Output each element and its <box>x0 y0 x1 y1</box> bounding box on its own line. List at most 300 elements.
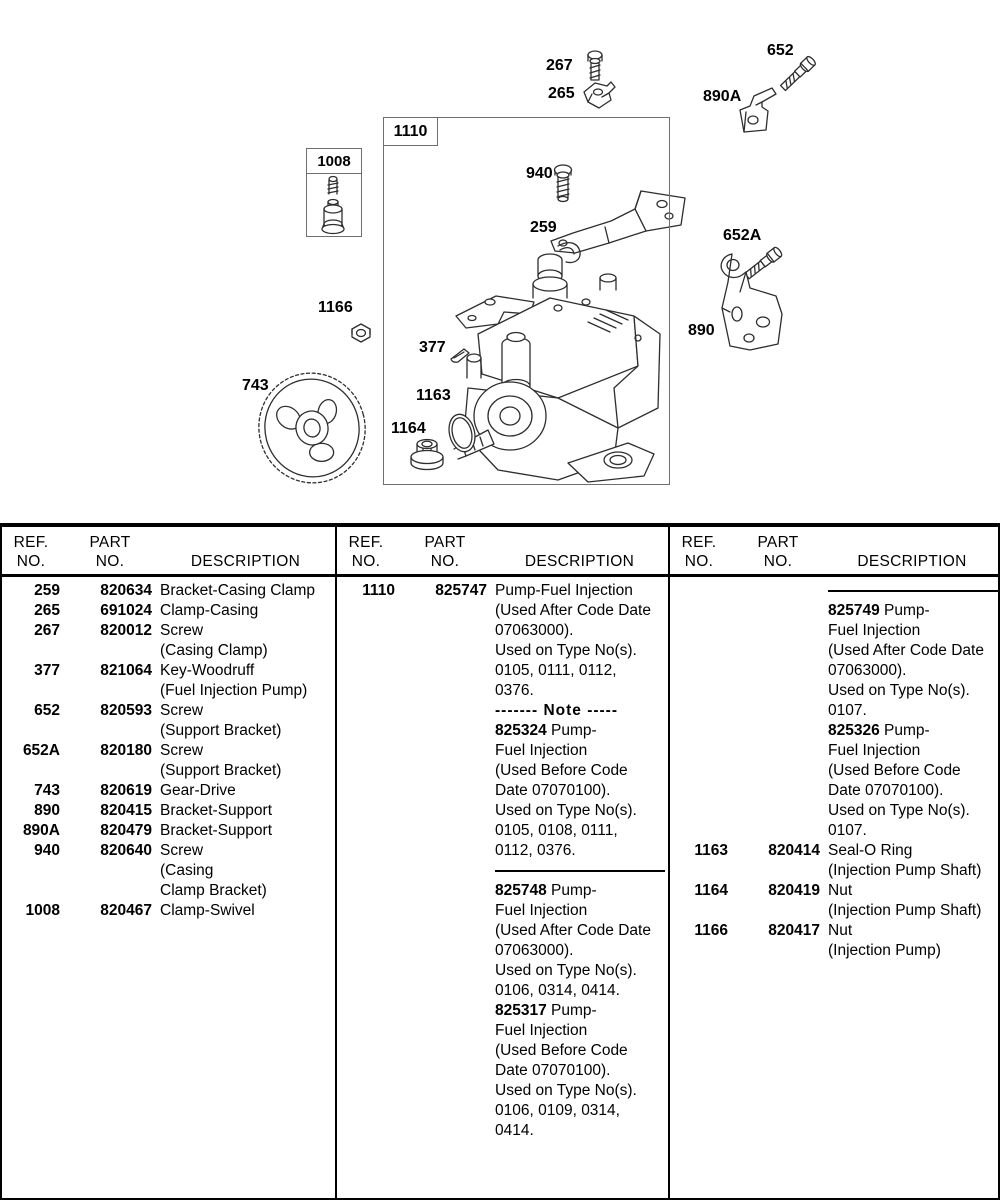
part-no: 821064 <box>100 662 152 679</box>
part-no <box>736 901 820 921</box>
description: Date 07070100). <box>495 1062 611 1079</box>
description: 0107. <box>828 822 867 839</box>
description: 0107. <box>828 702 867 719</box>
part-no: 820467 <box>100 902 152 919</box>
table-row <box>2 681 335 701</box>
table-header <box>2 527 335 577</box>
part-no <box>68 761 152 781</box>
part-no: 820593 <box>100 702 152 719</box>
part-no <box>68 641 152 661</box>
table-header <box>337 527 668 577</box>
table-rows-column-2 <box>337 577 668 1141</box>
table-row <box>337 941 668 961</box>
table-row <box>337 1121 668 1141</box>
description: Clamp Bracket) <box>160 882 267 899</box>
part-no-header: PART NO. <box>89 534 131 570</box>
ref-no <box>337 781 395 801</box>
hex-screw-267-icon <box>588 51 602 80</box>
table-row <box>2 621 335 641</box>
part-no <box>403 741 487 761</box>
ref-no <box>337 1001 395 1021</box>
ref-no-header: REF. NO. <box>348 534 384 570</box>
description: ------- Note ----- <box>495 702 618 719</box>
part-no <box>68 861 152 881</box>
callout-890: 890 <box>688 322 715 339</box>
description <box>828 581 998 601</box>
description: 0106, 0109, 0314, <box>495 1102 620 1119</box>
table-row <box>670 921 1000 941</box>
description: 0376. <box>495 682 534 699</box>
table-row <box>2 701 335 721</box>
part-no <box>403 601 487 621</box>
table-row <box>670 901 1000 921</box>
ref-no <box>670 781 728 801</box>
description <box>495 861 666 881</box>
part-no <box>403 1021 487 1041</box>
table-row <box>337 1001 668 1021</box>
callout-265: 265 <box>548 85 575 102</box>
description: Screw <box>160 742 204 759</box>
ref-no: 1164 <box>694 882 728 899</box>
description: Clamp-Swivel <box>160 902 255 919</box>
part-no: 820414 <box>768 842 820 859</box>
description: Fuel Injection <box>495 902 588 919</box>
part-no <box>736 861 820 881</box>
table-rows-column-3 <box>670 577 1000 961</box>
table-row <box>670 841 1000 861</box>
part-no <box>403 901 487 921</box>
callout-1164: 1164 <box>391 420 426 437</box>
part-no <box>68 721 152 741</box>
support-bolt-652-icon <box>779 55 816 92</box>
ref-no <box>2 881 60 901</box>
parts-table <box>0 523 1000 1200</box>
callout-267: 267 <box>546 57 573 74</box>
part-no: 820180 <box>100 742 152 759</box>
ref-no <box>337 921 395 941</box>
ref-no <box>670 661 728 681</box>
description: Pump-Fuel Injection <box>495 582 633 599</box>
description: (Fuel Injection Pump) <box>160 682 308 699</box>
ref-no <box>670 801 728 821</box>
table-section-1 <box>2 527 335 1198</box>
description: (Support Bracket) <box>160 722 282 739</box>
ref-no <box>337 641 395 661</box>
ref-no <box>670 721 728 741</box>
description: (Injection Pump Shaft) <box>828 862 982 879</box>
ref-no: 890 <box>34 802 60 819</box>
table-section-3 <box>668 527 1000 1198</box>
table-row <box>2 781 335 801</box>
part-no <box>736 701 820 721</box>
description: 825749 Pump- <box>828 602 930 619</box>
ref-no: 1163 <box>694 842 728 859</box>
part-no <box>403 821 487 841</box>
ref-no <box>337 1061 395 1081</box>
ref-no <box>670 641 728 661</box>
table-row <box>337 1081 668 1101</box>
part-no <box>403 1041 487 1061</box>
table-row <box>670 741 1000 761</box>
ref-no <box>670 941 728 961</box>
table-row <box>2 661 335 681</box>
table-row <box>670 801 1000 821</box>
description-header: DESCRIPTION <box>857 553 967 570</box>
ref-no: 267 <box>34 622 60 639</box>
divider-rule <box>828 590 998 592</box>
table-row <box>2 721 335 741</box>
table-row <box>670 601 1000 621</box>
table-row <box>337 801 668 821</box>
ref-no <box>337 1121 395 1141</box>
description: Fuel Injection <box>495 1022 588 1039</box>
small-support-bracket-890A-icon <box>740 88 776 132</box>
ref-no <box>337 721 395 741</box>
part-no <box>403 701 487 721</box>
table-row <box>670 621 1000 641</box>
ref-no <box>337 601 395 621</box>
table-row <box>337 961 668 981</box>
table-row <box>2 861 335 881</box>
part-no: 825747 <box>435 582 487 599</box>
part-no: 820012 <box>100 622 152 639</box>
part-no <box>736 781 820 801</box>
table-row <box>2 601 335 621</box>
description-header: DESCRIPTION <box>524 553 635 570</box>
ref-no <box>337 661 395 681</box>
description: (Used Before Code <box>495 1042 628 1059</box>
description: Used on Type No(s). <box>495 802 637 819</box>
table-row <box>670 701 1000 721</box>
part-no <box>403 1001 487 1021</box>
table-row <box>2 741 335 761</box>
table-row <box>670 821 1000 841</box>
description: Bracket-Support <box>160 822 272 839</box>
ref-no <box>2 861 60 881</box>
description: Fuel Injection <box>828 742 921 759</box>
part-no <box>736 681 820 701</box>
table-row <box>337 761 668 781</box>
table-row <box>337 1021 668 1041</box>
part-no <box>403 641 487 661</box>
ref-no <box>2 721 60 741</box>
description: (Used After Code Date <box>828 642 984 659</box>
table-row <box>337 721 668 741</box>
ref-no <box>670 621 728 641</box>
ref-no <box>337 821 395 841</box>
part-no <box>403 661 487 681</box>
part-no-header: PART NO. <box>424 534 466 570</box>
ref-no <box>337 901 395 921</box>
part-no <box>403 621 487 641</box>
part-no: 820640 <box>100 842 152 859</box>
part-no <box>403 1101 487 1121</box>
description: Date 07070100). <box>495 782 611 799</box>
ref-no <box>337 961 395 981</box>
ref-no: 1110 <box>362 582 395 599</box>
part-no <box>68 681 152 701</box>
table-row <box>670 861 1000 881</box>
part-no: 820419 <box>768 882 820 899</box>
ref-no <box>337 941 395 961</box>
ref-no: 743 <box>34 782 60 799</box>
table-section-2 <box>335 527 668 1198</box>
casing-clamp-265-icon <box>584 82 615 108</box>
table-rows-column-1 <box>2 577 335 921</box>
ref-no <box>2 641 60 661</box>
ref-no <box>2 681 60 701</box>
description: (Injection Pump) <box>828 942 941 959</box>
description: Screw <box>160 702 204 719</box>
part-no <box>736 641 820 661</box>
part-no <box>403 961 487 981</box>
part-no <box>403 681 487 701</box>
description: (Injection Pump Shaft) <box>828 902 982 919</box>
description: 0105, 0111, 0112, <box>495 662 617 679</box>
description: 825748 Pump- <box>495 882 597 899</box>
description: 825326 Pump- <box>828 722 930 739</box>
description: Used on Type No(s). <box>495 1082 637 1099</box>
part-no <box>403 1061 487 1081</box>
description: 0105, 0108, 0111, <box>495 822 618 839</box>
callout-652A: 652A <box>723 227 762 244</box>
table-row <box>2 641 335 661</box>
ref-no <box>2 761 60 781</box>
part-no <box>403 721 487 741</box>
table-row <box>2 761 335 781</box>
description: 07063000). <box>828 662 907 679</box>
table-row <box>337 641 668 661</box>
description: 0112, 0376. <box>495 842 576 859</box>
ref-no: 377 <box>34 662 60 679</box>
support-bolt-652A-icon <box>744 246 783 280</box>
ref-no <box>337 681 395 701</box>
clamp-box-label: 1008 <box>307 149 361 174</box>
description: 07063000). <box>495 622 574 639</box>
callout-259: 259 <box>530 219 557 236</box>
part-no <box>403 941 487 961</box>
description: Screw <box>160 842 204 859</box>
part-no: 691024 <box>100 602 152 619</box>
table-row <box>337 861 668 881</box>
callout-652: 652 <box>767 42 794 59</box>
part-no <box>403 1121 487 1141</box>
description: Bracket-Casing Clamp <box>160 582 316 599</box>
table-row <box>337 1061 668 1081</box>
table-row <box>670 641 1000 661</box>
table-row <box>337 601 668 621</box>
description: (Used After Code Date <box>495 602 651 619</box>
ref-no <box>670 861 728 881</box>
table-row <box>337 661 668 681</box>
ref-no <box>337 1021 395 1041</box>
part-no <box>403 841 487 861</box>
part-no <box>736 581 820 601</box>
ref-no <box>337 841 395 861</box>
table-row <box>2 881 335 901</box>
callout-890A: 890A <box>703 88 742 105</box>
table-row <box>337 621 668 641</box>
ref-no <box>337 1101 395 1121</box>
description: Gear-Drive <box>160 782 236 799</box>
ref-no <box>337 621 395 641</box>
table-row <box>337 781 668 801</box>
ref-no: 265 <box>34 602 60 619</box>
ref-no: 940 <box>34 842 60 859</box>
ref-no <box>337 861 395 881</box>
table-row <box>337 921 668 941</box>
part-no <box>68 881 152 901</box>
ref-no: 1166 <box>694 922 728 939</box>
ref-no <box>670 901 728 921</box>
description: (Used Before Code <box>828 762 961 779</box>
part-no <box>736 761 820 781</box>
part-no <box>736 621 820 641</box>
callout-743: 743 <box>242 377 269 394</box>
ref-no <box>670 761 728 781</box>
table-row <box>337 581 668 601</box>
part-no <box>736 821 820 841</box>
description: Used on Type No(s). <box>495 642 637 659</box>
part-no <box>403 861 487 881</box>
hex-nut-1166-icon <box>352 324 370 342</box>
divider-rule <box>495 870 665 872</box>
pump-box-label: 1110 <box>383 117 438 146</box>
description: Clamp-Casing <box>160 602 259 619</box>
callout-1166: 1166 <box>318 299 353 316</box>
description: 825317 Pump- <box>495 1002 597 1019</box>
table-row <box>2 841 335 861</box>
table-row <box>2 901 335 921</box>
table-row <box>337 701 668 721</box>
part-no <box>403 921 487 941</box>
callout-940: 940 <box>526 165 553 182</box>
description: Used on Type No(s). <box>828 682 970 699</box>
table-row <box>337 681 668 701</box>
description: Fuel Injection <box>828 622 921 639</box>
ref-no: 259 <box>34 582 60 599</box>
description: Key-Woodruff <box>160 662 255 679</box>
ref-no <box>337 981 395 1001</box>
ref-no-header: REF. NO. <box>681 534 717 570</box>
table-row <box>670 721 1000 741</box>
description: Date 07070100). <box>828 782 944 799</box>
table-row <box>2 801 335 821</box>
ref-no-header: REF. NO. <box>13 534 49 570</box>
part-no <box>403 981 487 1001</box>
part-no <box>403 1081 487 1101</box>
ref-no <box>337 881 395 901</box>
ref-no <box>670 821 728 841</box>
table-row <box>337 741 668 761</box>
part-no-header: PART NO. <box>757 534 799 570</box>
callout-377: 377 <box>419 339 446 356</box>
description: Fuel Injection <box>495 742 588 759</box>
table-row <box>337 1041 668 1061</box>
description: 07063000). <box>495 942 574 959</box>
table-row <box>670 781 1000 801</box>
description: 825324 Pump- <box>495 722 597 739</box>
description: 0106, 0314, 0414. <box>495 982 620 999</box>
description: Nut <box>828 922 853 939</box>
part-no <box>403 801 487 821</box>
part-no <box>403 781 487 801</box>
description: (Casing Clamp) <box>160 642 268 659</box>
table-row <box>337 821 668 841</box>
ref-no <box>337 801 395 821</box>
ref-no <box>337 761 395 781</box>
part-no <box>736 941 820 961</box>
ref-no <box>670 601 728 621</box>
ref-no <box>337 1041 395 1061</box>
description: Bracket-Support <box>160 802 272 819</box>
description: Seal-O Ring <box>828 842 913 859</box>
description: (Support Bracket) <box>160 762 282 779</box>
table-row <box>670 941 1000 961</box>
part-no: 820417 <box>768 922 820 939</box>
description: (Used Before Code <box>495 762 628 779</box>
part-no <box>736 741 820 761</box>
table-row <box>2 821 335 841</box>
part-no <box>736 661 820 681</box>
table-row <box>337 901 668 921</box>
table-row <box>337 841 668 861</box>
part-no: 820415 <box>100 802 152 819</box>
ref-no <box>670 681 728 701</box>
ref-no: 1008 <box>25 902 60 919</box>
description-header: DESCRIPTION <box>190 553 301 570</box>
table-row <box>670 681 1000 701</box>
ref-no <box>337 741 395 761</box>
part-no <box>403 881 487 901</box>
table-row <box>670 881 1000 901</box>
description: Nut <box>828 882 853 899</box>
table-row <box>670 581 1000 601</box>
description: (Used After Code Date <box>495 922 651 939</box>
table-row <box>337 981 668 1001</box>
callout-1163: 1163 <box>416 387 451 404</box>
description: Used on Type No(s). <box>828 802 970 819</box>
part-no <box>736 801 820 821</box>
table-row <box>670 761 1000 781</box>
ref-no: 652 <box>34 702 60 719</box>
ref-no <box>670 741 728 761</box>
part-no: 820619 <box>100 782 152 799</box>
part-no <box>736 601 820 621</box>
part-no <box>403 761 487 781</box>
ref-no <box>670 581 728 601</box>
ref-no: 890A <box>22 822 60 839</box>
table-row <box>337 881 668 901</box>
description: Screw <box>160 622 204 639</box>
exploded-parts-diagram <box>0 0 1000 523</box>
description: (Casing <box>160 862 214 879</box>
ref-no: 652A <box>22 742 60 759</box>
swivel-clamp-box <box>306 148 362 237</box>
table-row <box>337 1101 668 1121</box>
ref-no <box>337 1081 395 1101</box>
description: Used on Type No(s). <box>495 962 637 979</box>
ref-no <box>337 701 395 721</box>
part-no: 820479 <box>100 822 152 839</box>
table-row <box>670 661 1000 681</box>
part-no <box>736 721 820 741</box>
table-row <box>2 581 335 601</box>
ref-no <box>670 701 728 721</box>
part-no: 820634 <box>100 582 152 599</box>
description: 0414. <box>495 1122 534 1139</box>
table-header <box>670 527 1000 577</box>
